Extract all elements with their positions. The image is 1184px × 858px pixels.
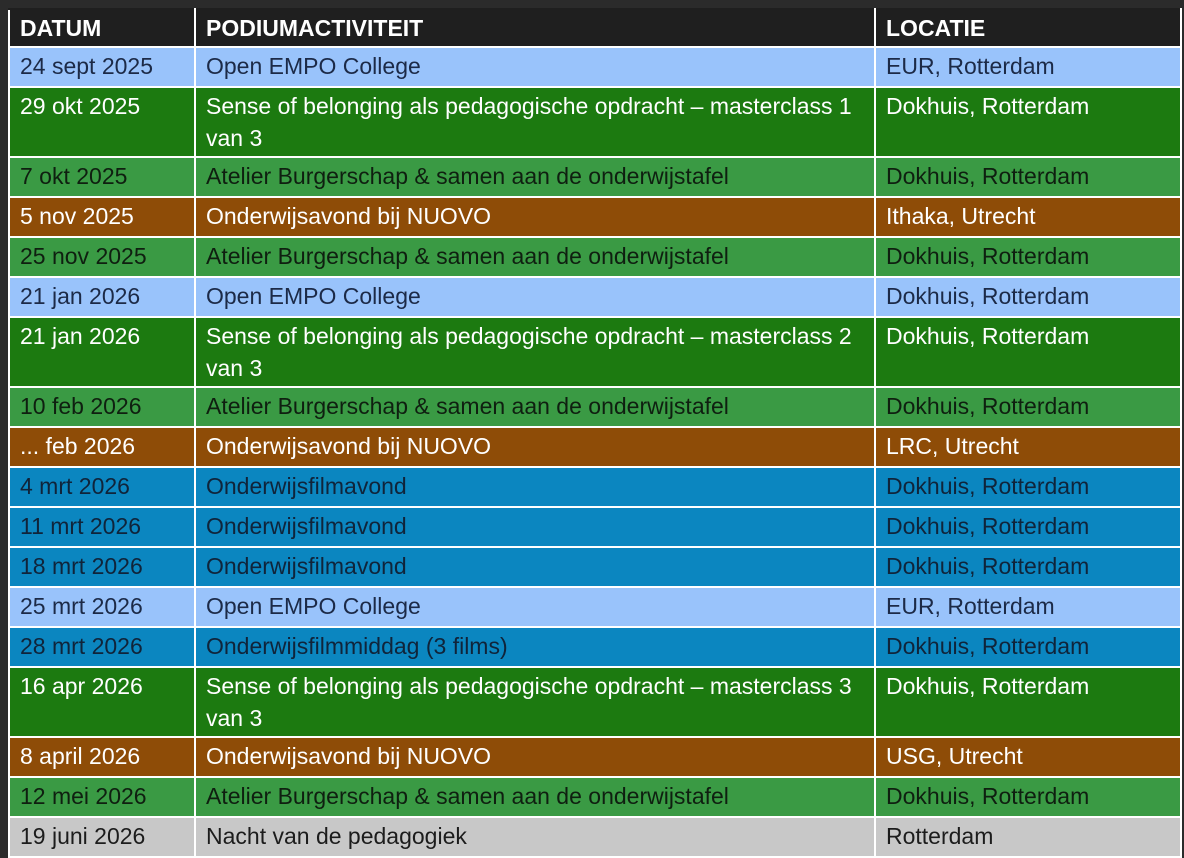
cell-locatie: Dokhuis, Rotterdam <box>875 667 1181 737</box>
cell-locatie: Dokhuis, Rotterdam <box>875 157 1181 197</box>
schedule-table <box>8 8 1182 858</box>
cell-activiteit: Open EMPO College <box>195 47 875 87</box>
cell-locatie: Dokhuis, Rotterdam <box>875 277 1181 317</box>
cell-activiteit: Atelier Burgerschap & samen aan de onderwijstafel <box>195 777 875 817</box>
cell-activiteit: Onderwijsavond bij NUOVO <box>195 197 875 237</box>
schedule-body <box>9 47 1181 857</box>
table-row <box>9 47 1181 87</box>
cell-locatie: Dokhuis, Rotterdam <box>875 387 1181 427</box>
cell-datum: 7 okt 2025 <box>9 157 195 197</box>
cell-locatie: Dokhuis, Rotterdam <box>875 547 1181 587</box>
table-row <box>9 777 1181 817</box>
cell-datum: 28 mrt 2026 <box>9 627 195 667</box>
cell-activiteit: Open EMPO College <box>195 587 875 627</box>
cell-activiteit: Onderwijsfilmmiddag (3 films) <box>195 627 875 667</box>
table-row <box>9 627 1181 667</box>
header-row <box>9 9 1181 47</box>
table-row <box>9 817 1181 857</box>
cell-activiteit: Sense of belonging als pedagogische opdracht – masterclass 2 van 3 <box>195 317 875 387</box>
cell-activiteit: Atelier Burgerschap & samen aan de onderwijstafel <box>195 387 875 427</box>
cell-datum: 25 mrt 2026 <box>9 587 195 627</box>
cell-activiteit: Sense of belonging als pedagogische opdracht – masterclass 3 van 3 <box>195 667 875 737</box>
table-row <box>9 197 1181 237</box>
cell-datum: 4 mrt 2026 <box>9 467 195 507</box>
header-datum: DATUM <box>9 9 195 47</box>
cell-activiteit: Nacht van de pedagogiek <box>195 817 875 857</box>
table-row <box>9 427 1181 467</box>
cell-datum: ... feb 2026 <box>9 427 195 467</box>
cell-locatie: Ithaka, Utrecht <box>875 197 1181 237</box>
cell-datum: 18 mrt 2026 <box>9 547 195 587</box>
cell-datum: 19 juni 2026 <box>9 817 195 857</box>
cell-activiteit: Onderwijsfilmavond <box>195 467 875 507</box>
cell-locatie: Dokhuis, Rotterdam <box>875 87 1181 157</box>
cell-datum: 11 mrt 2026 <box>9 507 195 547</box>
cell-datum: 29 okt 2025 <box>9 87 195 157</box>
cell-activiteit: Sense of belonging als pedagogische opdracht – masterclass 1 van 3 <box>195 87 875 157</box>
table-row <box>9 87 1181 157</box>
table-row <box>9 157 1181 197</box>
cell-datum: 8 april 2026 <box>9 737 195 777</box>
header-activiteit: PODIUMACTIVITEIT <box>195 9 875 47</box>
cell-locatie: Dokhuis, Rotterdam <box>875 627 1181 667</box>
table-row <box>9 507 1181 547</box>
cell-datum: 25 nov 2025 <box>9 237 195 277</box>
cell-activiteit: Onderwijsfilmavond <box>195 547 875 587</box>
cell-locatie: Rotterdam <box>875 817 1181 857</box>
header-locatie: LOCATIE <box>875 9 1181 47</box>
cell-activiteit: Open EMPO College <box>195 277 875 317</box>
cell-locatie: Dokhuis, Rotterdam <box>875 507 1181 547</box>
cell-locatie: Dokhuis, Rotterdam <box>875 237 1181 277</box>
cell-datum: 12 mei 2026 <box>9 777 195 817</box>
cell-locatie: LRC, Utrecht <box>875 427 1181 467</box>
cell-datum: 5 nov 2025 <box>9 197 195 237</box>
cell-activiteit: Onderwijsavond bij NUOVO <box>195 737 875 777</box>
table-row <box>9 587 1181 627</box>
cell-activiteit: Onderwijsfilmavond <box>195 507 875 547</box>
cell-locatie: EUR, Rotterdam <box>875 587 1181 627</box>
table-row <box>9 277 1181 317</box>
cell-activiteit: Atelier Burgerschap & samen aan de onderwijstafel <box>195 237 875 277</box>
table-row <box>9 667 1181 737</box>
table-row <box>9 547 1181 587</box>
table-row <box>9 387 1181 427</box>
cell-datum: 21 jan 2026 <box>9 317 195 387</box>
cell-datum: 10 feb 2026 <box>9 387 195 427</box>
cell-locatie: USG, Utrecht <box>875 737 1181 777</box>
table-row <box>9 237 1181 277</box>
cell-datum: 24 sept 2025 <box>9 47 195 87</box>
cell-locatie: Dokhuis, Rotterdam <box>875 317 1181 387</box>
table-row <box>9 467 1181 507</box>
table-row <box>9 737 1181 777</box>
cell-datum: 21 jan 2026 <box>9 277 195 317</box>
cell-locatie: Dokhuis, Rotterdam <box>875 467 1181 507</box>
cell-datum: 16 apr 2026 <box>9 667 195 737</box>
cell-locatie: EUR, Rotterdam <box>875 47 1181 87</box>
cell-activiteit: Atelier Burgerschap & samen aan de onderwijstafel <box>195 157 875 197</box>
table-row <box>9 317 1181 387</box>
cell-activiteit: Onderwijsavond bij NUOVO <box>195 427 875 467</box>
cell-locatie: Dokhuis, Rotterdam <box>875 777 1181 817</box>
